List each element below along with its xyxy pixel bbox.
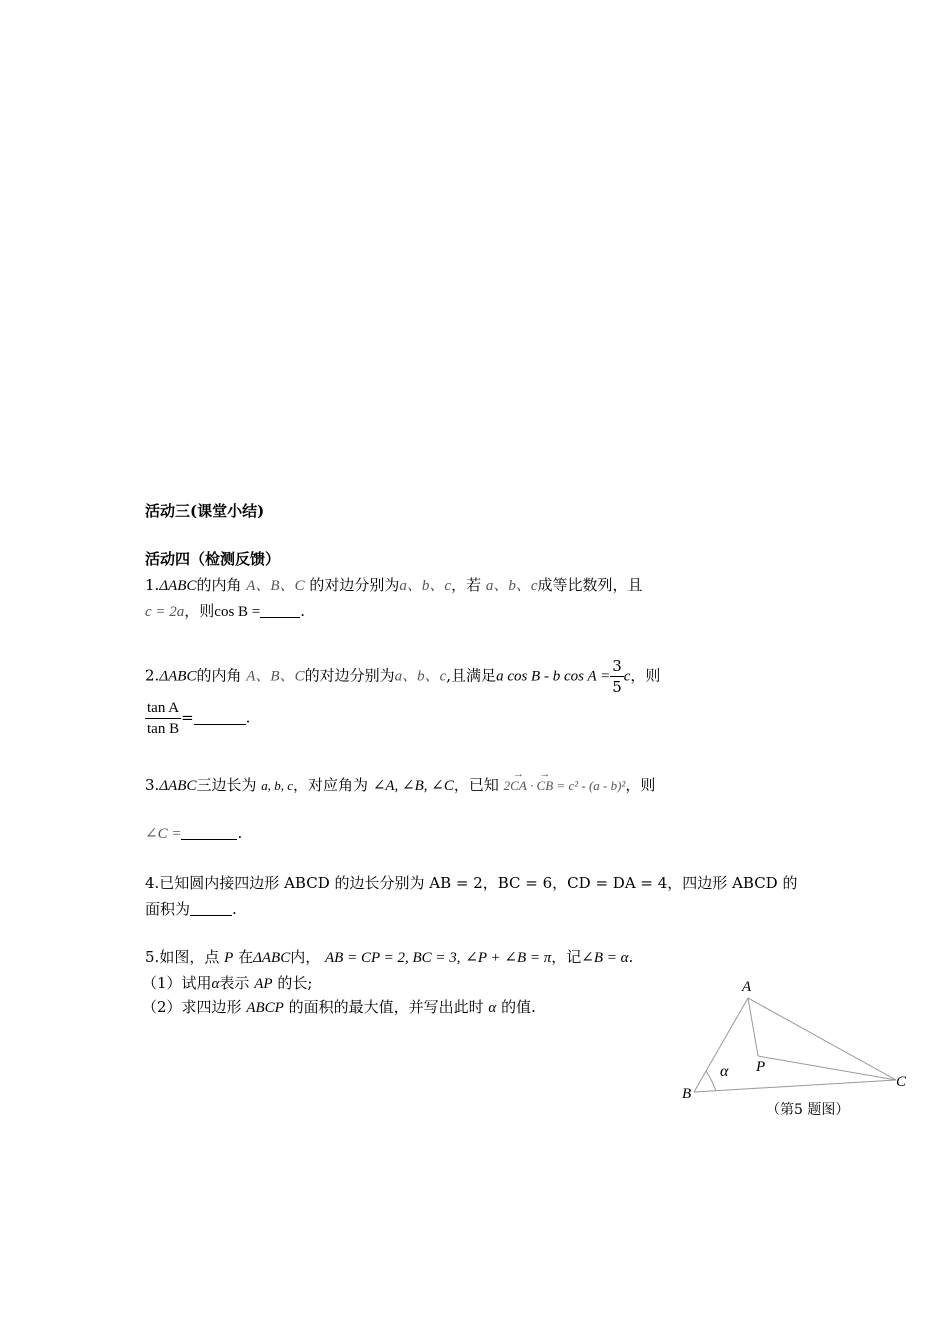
- q5-alpha: α: [488, 1000, 497, 1016]
- q5-sub2-text: 的面积的最大值，并写出此时: [288, 998, 484, 1016]
- q5-text: ，记: [551, 948, 582, 966]
- q1-text: ，则: [184, 602, 215, 620]
- q5-text: 在: [238, 948, 254, 966]
- q2-tan-den: tan B: [147, 721, 180, 737]
- question-3: [145, 772, 807, 799]
- q2-rhs: c: [623, 668, 631, 685]
- q2-angles: A、B、C: [246, 668, 305, 685]
- edge-bc: [694, 1080, 896, 1092]
- q2-equation: a cos B - b cos A =: [496, 668, 611, 685]
- q3-sides: a, b, c: [261, 778, 294, 793]
- q1-sides: a、b、c: [399, 578, 452, 594]
- vector-ca: → CA: [510, 773, 527, 799]
- label-a: A: [742, 979, 752, 995]
- q2-tan-num: tan A: [145, 698, 181, 719]
- edge-ac: [748, 998, 896, 1080]
- label-c: C: [896, 1074, 907, 1090]
- question-1: [145, 572, 807, 599]
- q5-quad: ABCP: [246, 1000, 284, 1016]
- q5-condition: AB = CP = 2, BC = 3,: [325, 950, 461, 966]
- answer-blank[interactable]: [194, 708, 246, 725]
- q4-text: 4.已知圆内接四边形 ABCD 的边长分别为 AB = 2，BC = 6，CD = DA = 4，四边形 ABCD 的: [145, 874, 798, 892]
- q3-text: ，已知: [453, 776, 499, 794]
- q1-text: ，若: [451, 576, 482, 594]
- q1-text: 的对边分别为: [309, 576, 400, 594]
- q5-sub1-text: 表示: [219, 974, 250, 992]
- q1-angles: A、B、C: [246, 578, 305, 594]
- q2-text: ，则: [630, 666, 661, 685]
- q5-text: 如图，点: [159, 948, 220, 966]
- question-3-line2: [145, 820, 807, 847]
- q5-condition3: ∠B = α: [581, 950, 629, 966]
- q1-sides2: a、b、c: [485, 578, 538, 594]
- answer-blank[interactable]: [181, 823, 237, 840]
- q5-alpha: α: [211, 976, 220, 992]
- label-p: P: [756, 1059, 766, 1075]
- q3-dot: ·: [526, 778, 537, 793]
- triangle-figure: [676, 972, 916, 1102]
- q3-ask: ∠C =: [145, 826, 182, 842]
- q5-sub1-text: 的长;: [277, 974, 313, 992]
- label-b: B: [682, 1086, 692, 1102]
- figure-caption: （第5 题图）: [766, 1102, 850, 1118]
- label-alpha: α: [720, 1063, 729, 1080]
- q5-ap: AP: [254, 976, 273, 992]
- q5-text: 内，: [290, 948, 321, 966]
- q2-text: 的对边分别为: [304, 666, 395, 685]
- question-2: [145, 656, 807, 697]
- q2-fraction-num: 3: [612, 657, 622, 675]
- q1-text: .: [300, 602, 306, 620]
- q3-text: .: [237, 824, 243, 842]
- q3-triangle: ΔABC: [159, 778, 197, 794]
- q2-equals: =: [181, 708, 194, 727]
- angle-arc: [706, 1071, 716, 1091]
- question-2-line2: [145, 698, 807, 739]
- q2-sides: a、b、c: [394, 668, 447, 685]
- q1-triangle: ΔABC: [159, 578, 197, 594]
- q4-text: 面积为: [145, 900, 191, 918]
- edge-ap: [748, 998, 758, 1056]
- q2-fraction-den: 5: [612, 678, 622, 696]
- q3-text: ，对应角为: [293, 776, 369, 794]
- q1-text: 的内角: [196, 576, 242, 594]
- q5-triangle: ΔABC: [253, 950, 291, 966]
- question-4-line2: [145, 896, 807, 922]
- q3-coef: 2: [503, 778, 511, 793]
- q5-sub2-text: （2）求四边形: [142, 998, 242, 1016]
- answer-blank[interactable]: [260, 601, 300, 618]
- q3-number: 3.: [145, 776, 160, 794]
- activity4-heading: 活动四（检测反馈）: [145, 550, 281, 568]
- q2-tan-ratio: [145, 698, 181, 739]
- q3-text: 三边长为: [196, 776, 257, 794]
- q2-text: .: [245, 708, 251, 727]
- q5-sub1-text: （1）试用: [142, 974, 212, 992]
- q2-text: 的内角: [196, 666, 242, 685]
- question-5: [145, 944, 807, 971]
- q3-text: ，则: [625, 776, 656, 794]
- q1-text: 成等比数列，且: [537, 576, 643, 594]
- q1-condition: c = 2a: [145, 604, 185, 620]
- q1-number: 1.: [145, 576, 160, 594]
- q5-point: P: [224, 950, 234, 966]
- question-1-line2: [145, 598, 807, 625]
- q2-triangle: ΔABC: [159, 668, 197, 685]
- q2-text: ,且满足: [446, 666, 497, 685]
- q4-text: .: [232, 900, 237, 918]
- q2-fraction: [610, 656, 624, 697]
- answer-blank[interactable]: [190, 899, 232, 916]
- q1-ask: cos B =: [214, 604, 261, 620]
- vector-cb: → CB: [537, 773, 554, 799]
- q3-equation: = c² - (a - b)²: [556, 778, 626, 793]
- q5-number: 5.: [145, 948, 160, 966]
- q2-number: 2.: [145, 666, 160, 685]
- activity3-heading: 活动三(课堂小结): [145, 502, 265, 520]
- q5-condition2: ∠P + ∠B = π: [465, 950, 552, 966]
- q3-angles: ∠A, ∠B, ∠C: [372, 778, 454, 794]
- q5-text: .: [628, 948, 634, 966]
- q5-sub2-text: 的值.: [501, 998, 536, 1016]
- question-4: [145, 870, 807, 896]
